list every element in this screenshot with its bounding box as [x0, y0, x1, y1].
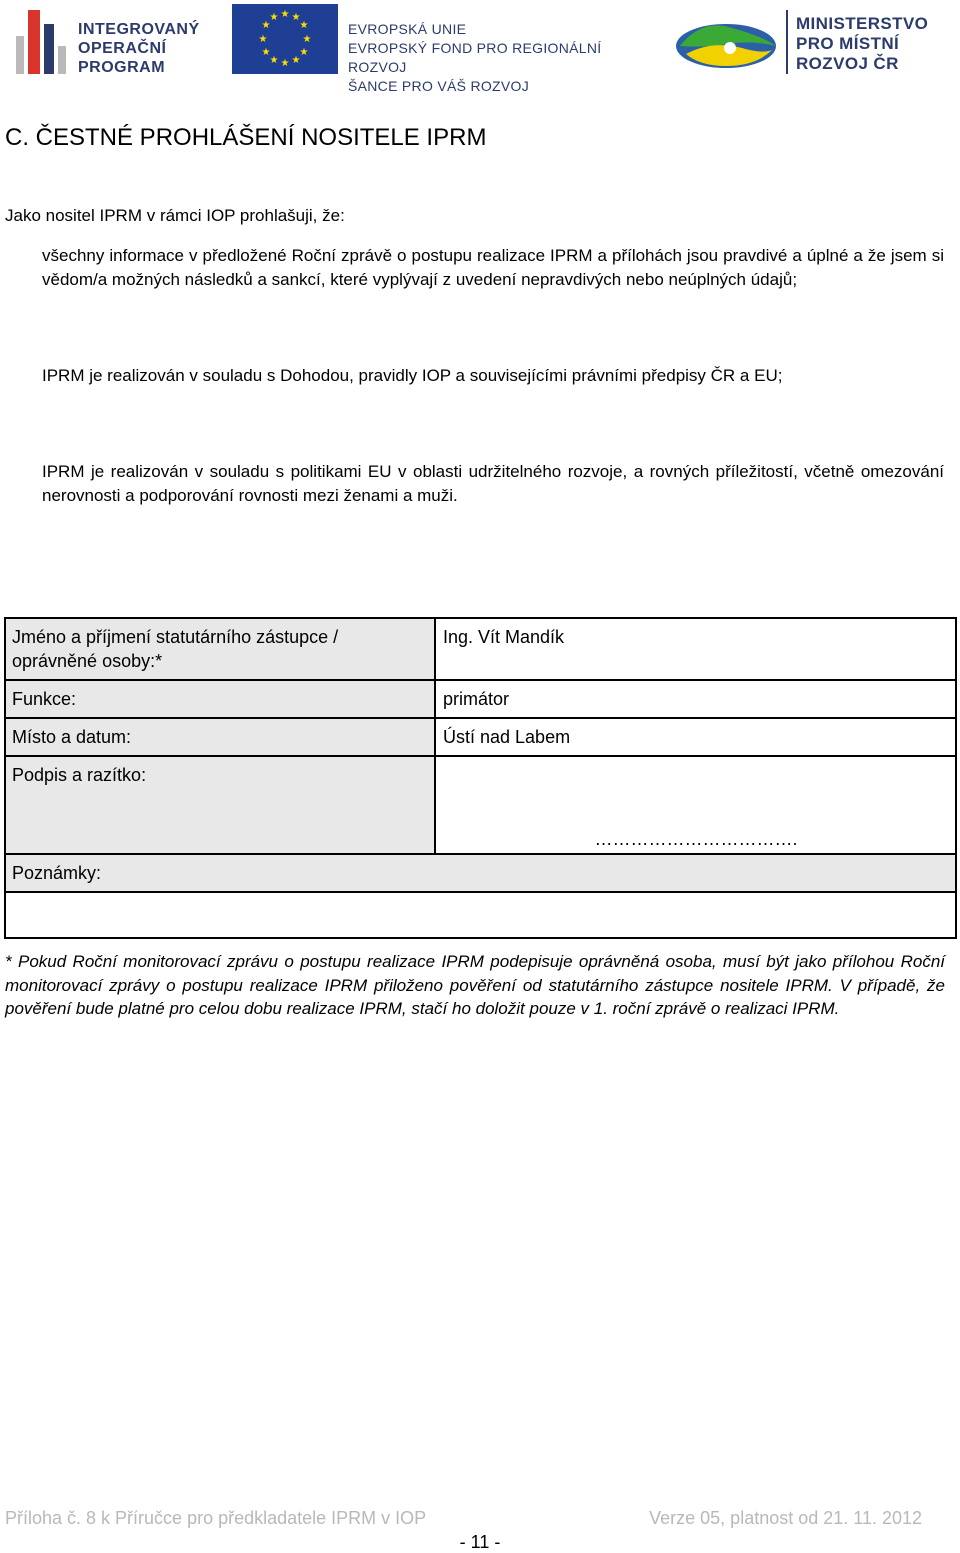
iop-logo-line-2: OPERAČNÍ — [78, 40, 167, 57]
eu-logo-text — [348, 20, 652, 96]
page-number: - 11 - — [459, 1532, 501, 1552]
iop-logo — [14, 6, 214, 76]
footer-document-reference: Příloha č. 8 k Příručce pro předkladatele IPRM v IOP — [5, 1508, 427, 1528]
svg-text:★: ★ — [299, 47, 309, 58]
signature-label: Podpis a razítko: — [5, 756, 435, 854]
place-date-field[interactable]: Ústí nad Labem — [435, 718, 956, 756]
form-row-function — [5, 680, 956, 718]
place-date-label: Místo a datum: — [5, 718, 435, 756]
mmr-logo-text — [796, 14, 928, 74]
name-field[interactable]: Ing. Vít Mandík — [435, 618, 956, 680]
iop-logo-bars-icon — [14, 6, 74, 76]
mmr-logo-line-2: PRO MÍSTNÍ — [796, 34, 900, 53]
signature-field[interactable]: ……………………………. — [435, 756, 956, 854]
svg-text:★: ★ — [302, 34, 312, 45]
mmr-emblem-icon — [672, 10, 784, 72]
mmr-logo-divider — [786, 10, 788, 74]
eu-logo-line-3: ŠANCE PRO VÁŠ ROZVOJ — [348, 78, 530, 94]
form-row-notes-header — [5, 854, 956, 892]
mmr-logo-line-3: ROZVOJ ČR — [796, 54, 899, 73]
declaration-paragraph-2: IPRM je realizován v souladu s Dohodou, pravidly IOP a souvisejícími právními předpisy ČR a EU; — [42, 366, 783, 385]
notes-field[interactable] — [5, 892, 956, 938]
form-row-signature — [5, 756, 956, 854]
iop-logo-line-1: INTEGROVANÝ — [78, 21, 200, 38]
name-label: Jméno a příjmení statutárního zástupce / oprávněné osoby:* — [5, 618, 435, 680]
header-logos — [0, 0, 960, 94]
svg-text:★: ★ — [269, 12, 279, 23]
iop-logo-text — [78, 20, 200, 77]
eu-logo-line-2: EVROPSKÝ FOND PRO REGIONÁLNÍ ROZVOJ — [348, 40, 602, 75]
mmr-logo-line-1: MINISTERSTVO — [796, 14, 929, 33]
svg-text:★: ★ — [291, 12, 301, 23]
form-row-notes — [5, 892, 956, 938]
iop-logo-line-3: PROGRAM — [78, 59, 166, 76]
svg-text:★: ★ — [261, 20, 271, 31]
form-row-place-date — [5, 718, 956, 756]
signature-form-table — [4, 617, 957, 939]
svg-text:★: ★ — [261, 47, 271, 58]
svg-text:★: ★ — [269, 55, 279, 66]
notes-label: Poznámky: — [5, 854, 956, 892]
mmr-logo — [672, 6, 952, 76]
function-field[interactable]: primátor — [435, 680, 956, 718]
eu-flag-icon — [232, 4, 338, 74]
declaration-paragraph-1: všechny informace v předložené Roční zprávě o postupu realizace IPRM a přílohách jsou pravdivé a úplné a že jsem si vědom/a možných následků a sankcí, které vyplývají z uvedení nepravdivých nebo neúplných údajů; — [42, 246, 944, 289]
function-label: Funkce: — [5, 680, 435, 718]
intro-text: Jako nositel IPRM v rámci IOP prohlašuji, že: — [5, 206, 345, 225]
svg-text:★: ★ — [291, 55, 301, 66]
eu-logo-line-1: EVROPSKÁ UNIE — [348, 21, 467, 37]
form-row-name — [5, 618, 956, 680]
svg-text:★: ★ — [258, 34, 268, 45]
footnote: * Pokud Roční monitorovací zprávu o postupu realizace IPRM podepisuje oprávněná osoba, musí být jako přílohou Roční monitorovací zprávy o postupu realizace IPRM přiloženo pověření od statutárního zástupce nositele IPRM. V případě, že pověření bude platné pro celou dobu realizace IPRM, stačí ho doložit pouze v 1. roční zprávě o realizaci IPRM. — [5, 952, 945, 1018]
declaration-paragraph-3: IPRM je realizován v souladu s politikami EU v oblasti udržitelného rozvoje, a rovných příležitostí, včetně omezování nerovnosti a podporování rovnosti mezi ženami a muži. — [42, 462, 944, 505]
svg-text:★: ★ — [299, 20, 309, 31]
section-title: C. ČESTNÉ PROHLÁŠENÍ NOSITELE IPRM — [5, 124, 487, 151]
eu-logo — [232, 4, 652, 94]
footer-version: Verze 05, platnost od 21. 11. 2012 — [649, 1508, 922, 1528]
svg-text:★: ★ — [280, 58, 290, 69]
svg-text:★: ★ — [280, 9, 290, 20]
